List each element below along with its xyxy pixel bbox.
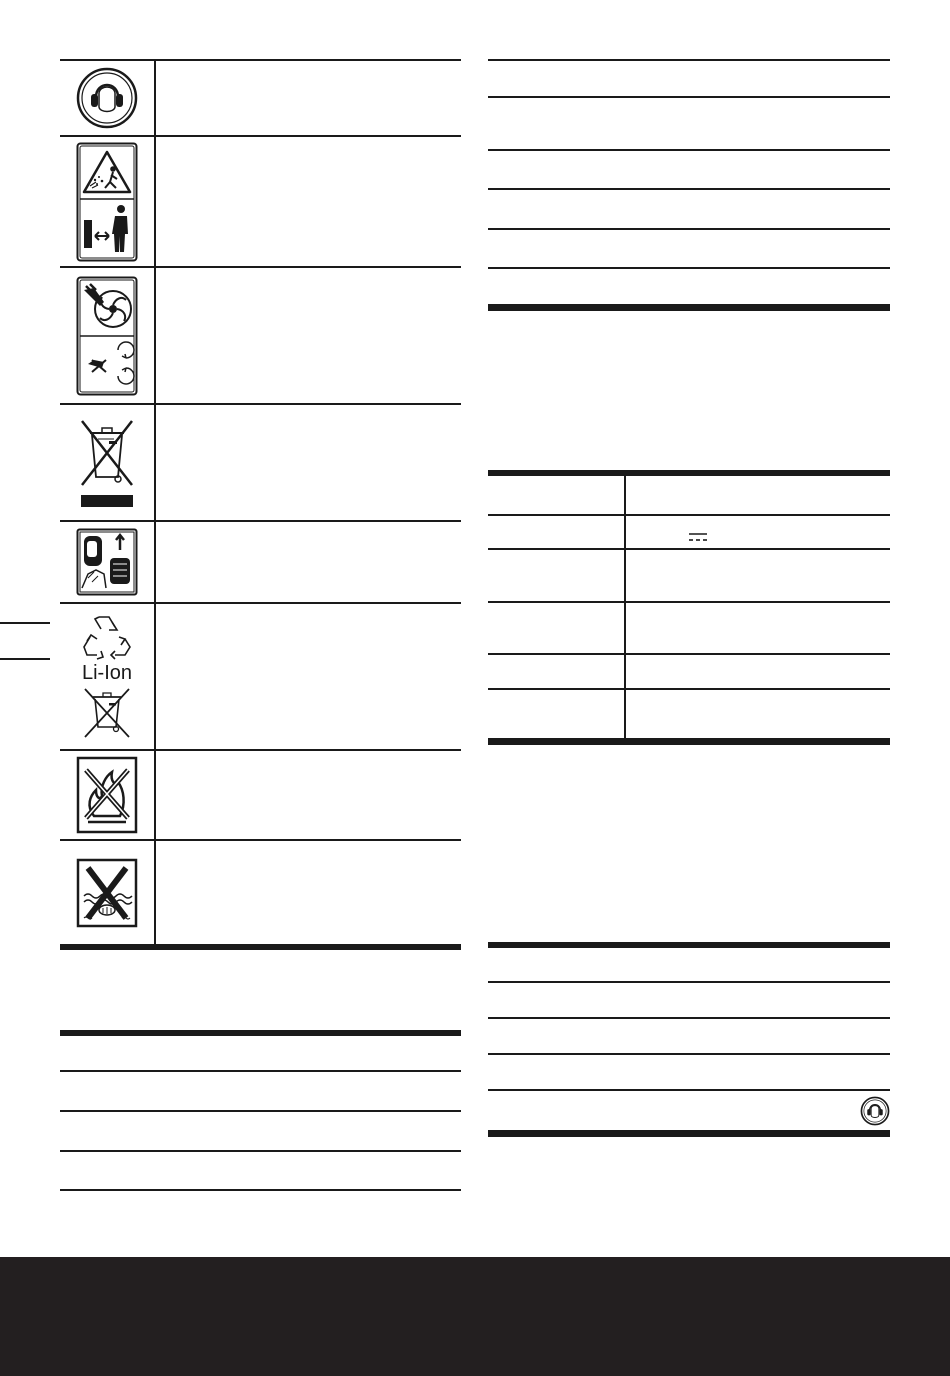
footer-band (0, 1257, 950, 1376)
symbols-row-weee (60, 405, 154, 520)
left-lower-table-row-divider (60, 1070, 461, 1072)
right-top-list-rule (488, 267, 890, 269)
technical-data-bottom-rule (488, 738, 890, 745)
noise-table-row-divider (488, 1017, 890, 1019)
no-fire-icon (76, 756, 138, 834)
no-water-icon (76, 858, 138, 928)
margin-tab-bottom-line (0, 658, 50, 660)
technical-data-row-divider (488, 653, 890, 655)
symbols-row-ear-protection (60, 61, 154, 135)
left-lower-table-top-rule (60, 1030, 461, 1036)
symbols-row-no-fire (60, 751, 154, 839)
noise-table-top-rule (488, 942, 890, 948)
li-ion-recycling-icon (81, 611, 133, 743)
right-top-list-rule (488, 188, 890, 190)
left-lower-table-bottom-rule (60, 1189, 461, 1191)
li-ion-label: Li-Ion (81, 661, 133, 684)
noise-table-row-divider (488, 1089, 890, 1091)
remove-battery-icon (76, 528, 138, 596)
symbols-table-column-divider (154, 60, 156, 945)
technical-data-row-divider (488, 601, 890, 603)
ear-protection-icon (76, 67, 138, 129)
noise-table-bottom-rule (488, 1130, 890, 1137)
dc-current-icon (688, 530, 708, 548)
right-top-list-rule (488, 149, 890, 151)
left-lower-table-row-divider (60, 1110, 461, 1112)
technical-data-row-divider (488, 688, 890, 690)
technical-data-row-divider (488, 514, 890, 516)
weee-crossed-bin-icon (76, 417, 138, 509)
right-top-list-bottom-rule (488, 304, 890, 311)
margin-tab-top-line (0, 622, 50, 624)
thrown-objects-bystanders-icon (76, 142, 138, 262)
rotating-fan-hazard-icon (76, 276, 138, 396)
right-top-list-rule (488, 96, 890, 98)
symbols-row-li-ion (60, 604, 154, 749)
symbols-row-no-water (60, 841, 154, 944)
ear-protection-icon (860, 1096, 890, 1131)
technical-data-row-divider (488, 548, 890, 550)
right-top-list-rule (488, 59, 890, 61)
right-top-list-rule (488, 228, 890, 230)
noise-table-row-divider (488, 981, 890, 983)
noise-table-row-divider (488, 1053, 890, 1055)
symbols-table-bottom-rule (60, 944, 461, 950)
symbols-row-thrown-objects (60, 137, 154, 266)
symbols-row-rotating-fan (60, 268, 154, 403)
left-lower-table-row-divider (60, 1150, 461, 1152)
technical-data-top-rule (488, 470, 890, 476)
symbols-row-remove-battery (60, 522, 154, 602)
